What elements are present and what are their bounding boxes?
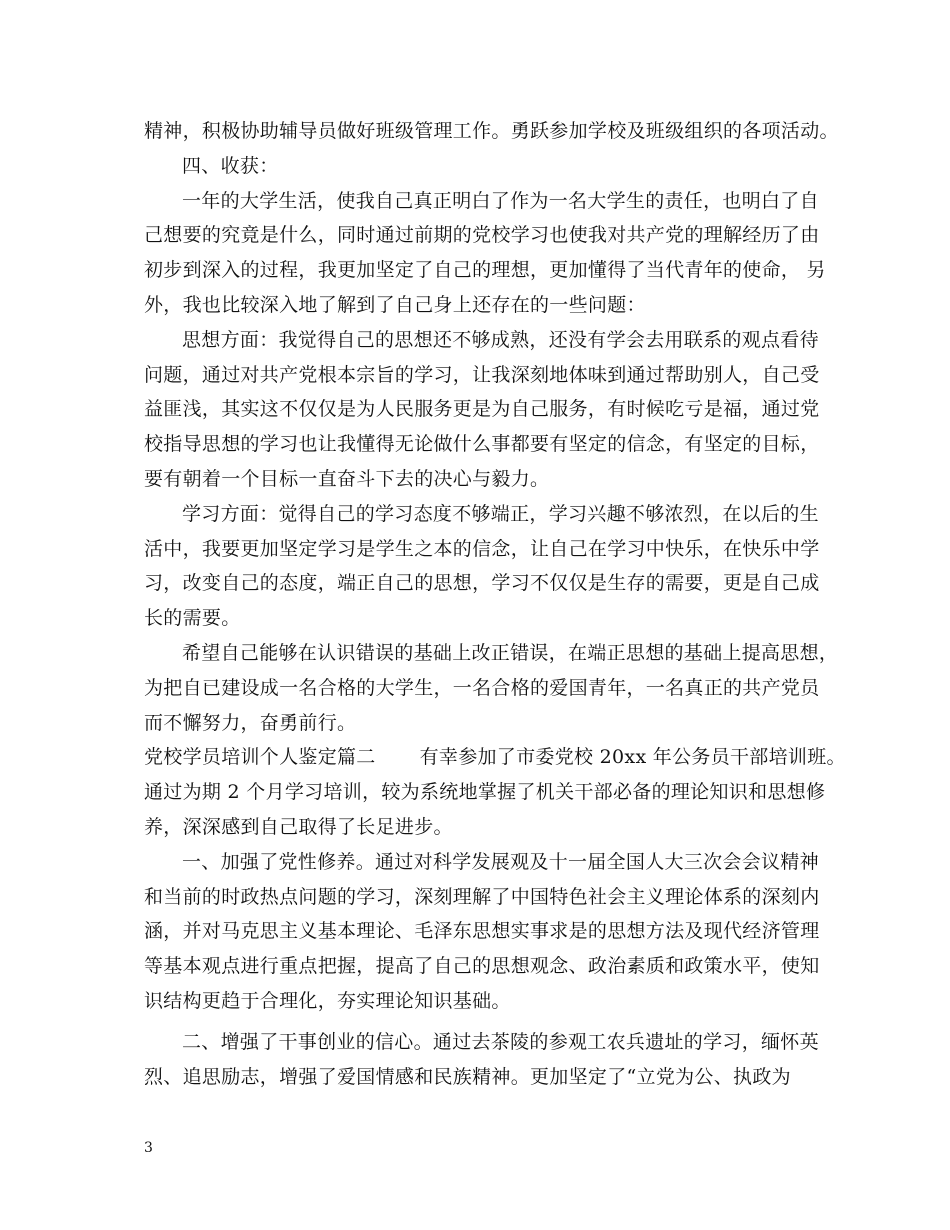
text-line: 二、增强了干事创业的信心。通过去茶陵的参观工农兵遗址的学习，缅怀英 bbox=[182, 1030, 819, 1053]
text-line: 通过为期 2 个月学习培训，较为系统地掌握了机关干部必备的理论知识和思想修 bbox=[144, 781, 826, 804]
text-line: 问题，通过对共产党根本宗旨的学习，让我深刻地体味到通过帮助别人，自己受 bbox=[144, 363, 820, 386]
text-line: 烈、追思励志，增强了爱国情感和民族精神。更加坚定了“立党为公、执政为 bbox=[144, 1065, 791, 1088]
section-heading: 四、收获： bbox=[182, 154, 279, 177]
text-line: 初步到深入的过程，我更加坚定了自己的理想，更加懂得了当代青年的使命， 另 bbox=[144, 259, 826, 282]
text-line: 希望自己能够在认识错误的基础上改正错误，在端正思想的基础上提高思想， bbox=[182, 641, 839, 664]
text-line: 和当前的时政热点问题的学习，深刻理解了中国特色社会主义理论体系的深刻内 bbox=[144, 885, 820, 908]
article-intro: 有幸参加了市委党校 20xx 年公务员干部培训班。 bbox=[419, 746, 846, 769]
text-line: 为把自已建设成一名合格的大学生，一名合格的爱国青年，一名真正的共产党员 bbox=[144, 676, 820, 699]
text-line: 学习方面：觉得自己的学习态度不够端正，学习兴趣不够浓烈，在以后的生 bbox=[182, 502, 819, 525]
text-line: 精神，积极协助辅导员做好班级管理工作。勇跃参加学校及班级组织的各项活动。 bbox=[144, 120, 839, 142]
text-line: 校指导思想的学习也让我懂得无论做什么事都要有坚定的信念，有坚定的目标， bbox=[144, 433, 820, 456]
article-title-line bbox=[144, 740, 846, 775]
text-line: 养，深深感到自己取得了长足进步。 bbox=[144, 815, 453, 838]
text-line: 己想要的究竟是什么，同时通过前期的党校学习也使我对共产党的理解经历了由 bbox=[144, 224, 820, 247]
text-line: 习，改变自己的态度，端正自己的思想，学习不仅仅是生存的需要，更是自己成 bbox=[144, 572, 820, 595]
text-line: 一年的大学生活，使我自己真正明白了作为一名大学生的责任，也明白了自 bbox=[182, 189, 819, 212]
page-number: 3 bbox=[144, 1140, 153, 1156]
text-line: 外，我也比较深入地了解到了自己身上还存在的一些问题： bbox=[144, 293, 646, 316]
text-line: 要有朝着一个目标一直奋斗下去的决心与毅力。 bbox=[144, 467, 550, 490]
text-line: 长的需要。 bbox=[144, 607, 241, 630]
text-line: 识结构更趋于合理化，夯实理论知识基础。 bbox=[144, 989, 511, 1012]
article-title: 党校学员培训个人鉴定篇二 bbox=[144, 746, 376, 769]
document-body bbox=[144, 114, 846, 1094]
text-line: 等基本观点进行重点把握，提高了自己的思想观念、政治素质和政策水平，使知 bbox=[144, 955, 820, 978]
text-line: 涵，并对马克思主义基本理论、毛泽东思想实事求是的思想方法及现代经济管理 bbox=[144, 920, 820, 943]
text-line: 一、加强了党性修养。通过对科学发展观及十一届全国人大三次会会议精神 bbox=[182, 850, 819, 873]
text-line: 益匪浅，其实这不仅仅是为人民服务更是为自己服务，有时候吃亏是福，通过党 bbox=[144, 398, 820, 421]
text-line: 而不懈努力，奋勇前行。 bbox=[144, 711, 357, 734]
text-line: 活中，我要更加坚定学习是学生之本的信念，让自己在学习中快乐，在快乐中学 bbox=[144, 537, 820, 560]
text-line: 思想方面：我觉得自己的思想还不够成熟，还没有学会去用联系的观点看待 bbox=[182, 328, 819, 351]
